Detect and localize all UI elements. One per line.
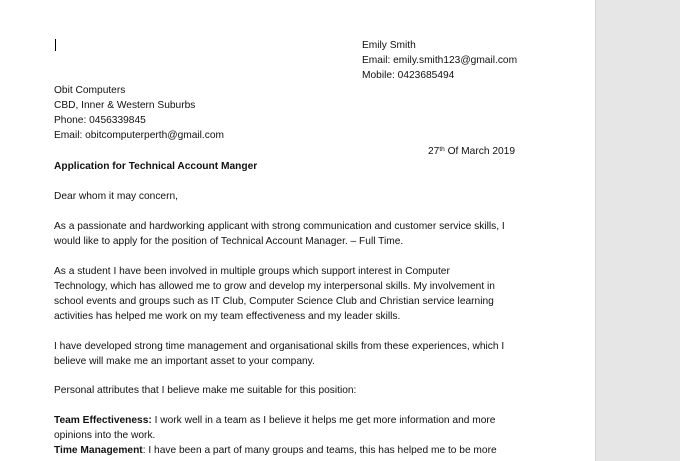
attribute-text: : I have been a part of many groups and teams, this has helped me to be more bbox=[142, 445, 497, 456]
attribute-text: I work well in a team as I believe it helps me get more information and more bbox=[151, 415, 496, 426]
paragraph-line: As a student I have been involved in multiple groups which support interest in Computer bbox=[54, 266, 450, 277]
paragraph-line: would like to apply for the position of Technical Account Manager. – Full Time. bbox=[54, 236, 404, 247]
salutation: Dear whom it may concern, bbox=[54, 191, 178, 202]
text-cursor bbox=[55, 39, 56, 51]
date-suffix: th bbox=[439, 145, 445, 153]
recipient-email: Email: obitcomputerperth@gmail.com bbox=[54, 130, 225, 141]
paragraph-line: believe will make me an important asset to your company. bbox=[54, 356, 315, 367]
attribute-item bbox=[54, 444, 497, 457]
attribute-continuation: opinions into the work. bbox=[54, 430, 156, 441]
letter-subject: Application for Technical Account Manger bbox=[54, 161, 258, 172]
date-rest: Of March 2019 bbox=[444, 146, 515, 157]
recipient-phone: Phone: 0456339845 bbox=[54, 115, 146, 126]
attribute-item bbox=[54, 414, 495, 427]
attribute-label: Team Effectiveness: bbox=[54, 415, 152, 426]
attribute-label: Time Management bbox=[54, 445, 143, 456]
sender-mobile: Mobile: 0423685494 bbox=[362, 70, 455, 81]
date-day: 27 bbox=[428, 146, 440, 157]
paragraph-line: activities has helped me work on my team effectiveness and my leader skills. bbox=[54, 311, 401, 322]
window-background bbox=[595, 0, 680, 461]
paragraph-line: Technology, which has allowed me to grow and develop my interpersonal skills. My involvement in bbox=[54, 281, 495, 292]
paragraph-line: Personal attributes that I believe make me suitable for this position: bbox=[54, 385, 357, 396]
paragraph-line: I have developed strong time management and organisational skills from these experiences, which I bbox=[54, 341, 505, 352]
recipient-area: CBD, Inner & Western Suburbs bbox=[54, 100, 196, 111]
sender-email: Email: emily.smith123@gmail.com bbox=[362, 55, 518, 66]
recipient-company: Obit Computers bbox=[54, 85, 126, 96]
paragraph-line: school events and groups such as IT Club, Computer Science Club and Christian service learning bbox=[54, 296, 494, 307]
paragraph-line: As a passionate and hardworking applicant with strong communication and customer service skills, I bbox=[54, 221, 505, 232]
letter-date bbox=[428, 145, 515, 159]
sender-name: Emily Smith bbox=[362, 40, 416, 51]
